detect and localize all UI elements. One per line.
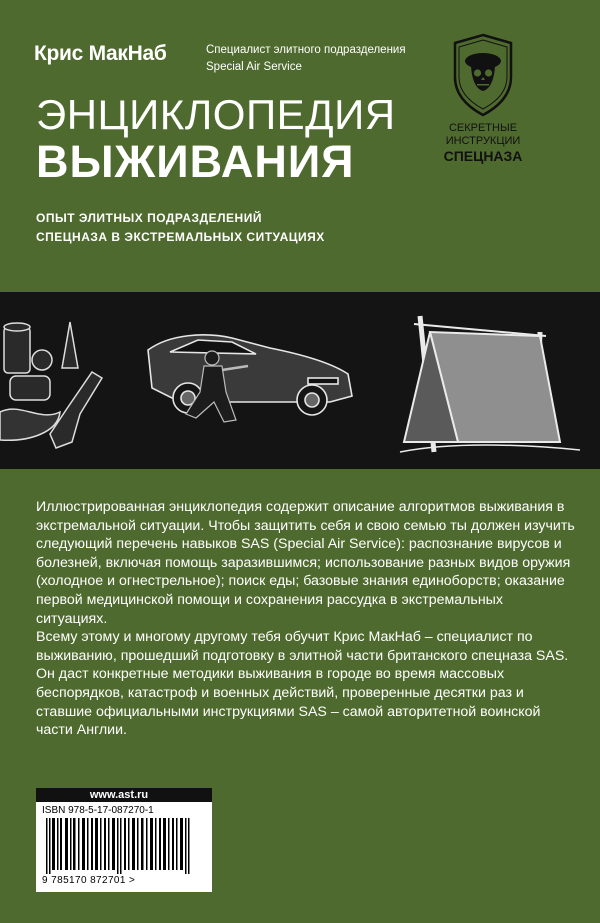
badge-line2: ИНСТРУКЦИИ xyxy=(445,135,521,147)
badge-line3: СПЕЦНАЗА xyxy=(443,148,523,164)
tent-illustration xyxy=(400,316,580,452)
book-description xyxy=(36,498,576,740)
car-illustration xyxy=(148,335,352,415)
illustration-strip xyxy=(0,292,600,469)
badge-line1: СЕКРЕТНЫЕ xyxy=(448,122,518,134)
title-line2: ВЫЖИВАНИЯ xyxy=(36,136,355,187)
skull-beret-shield-icon xyxy=(452,33,514,117)
isbn-number: ISBN 978-5-17-087270-1 xyxy=(42,805,154,816)
survival-gear-illustration xyxy=(0,322,102,448)
description-paragraph-2: Всему этому и многому другому тебя обучит Крис МакНаб – специалист по выживанию, прошедший подготовку в элитной части британского спецназа SAS. Он даст конкретные методики выживания в городе во время массовых беспорядков, катастроф и военных действий, проверенные десятки раз и ставшие официальными инструкциями SAS – самой авторитетной воинской части Англии. xyxy=(36,629,569,739)
author-credentials-line2: Special Air Service xyxy=(206,61,302,73)
illustrations xyxy=(0,292,600,469)
barcode-block xyxy=(36,788,212,892)
series-badge xyxy=(440,33,526,165)
book-subtitle xyxy=(36,209,325,247)
barcode-digits: 9 785170 872701 > xyxy=(42,875,136,886)
badge-text xyxy=(440,122,526,165)
title-line1: ЭНЦИКЛОПЕДИЯ xyxy=(36,91,396,138)
author-credentials xyxy=(206,42,406,76)
description-paragraph-1: Иллюстрированная энциклопедия содержит описание алгоритмов выживания в экстремальной ситуации. Чтобы защитить себя и свою семью ты должен изучить следующий перечень навыков SAS (Special Air Service): распознание вирусов и болезней, включая помощь заразившимся; использование разных видов оружия (холодное и огнестрельное); поиск еды; базовые знания единоборств; оказание первой медицинской помощи и сохранения рассудка в экстремальных ситуациях. xyxy=(36,499,575,627)
author-name: Крис МакНаб xyxy=(34,42,167,65)
subtitle-line2: СПЕЦНАЗА В ЭКСТРЕМАЛЬНЫХ СИТУАЦИЯХ xyxy=(36,230,325,244)
barcode-bars xyxy=(46,818,202,874)
publisher-site: www.ast.ru xyxy=(36,788,212,802)
author-credentials-line1: Специалист элитного подразделения xyxy=(206,44,406,56)
subtitle-line1: ОПЫТ ЭЛИТНЫХ ПОДРАЗДЕЛЕНИЙ xyxy=(36,211,262,225)
